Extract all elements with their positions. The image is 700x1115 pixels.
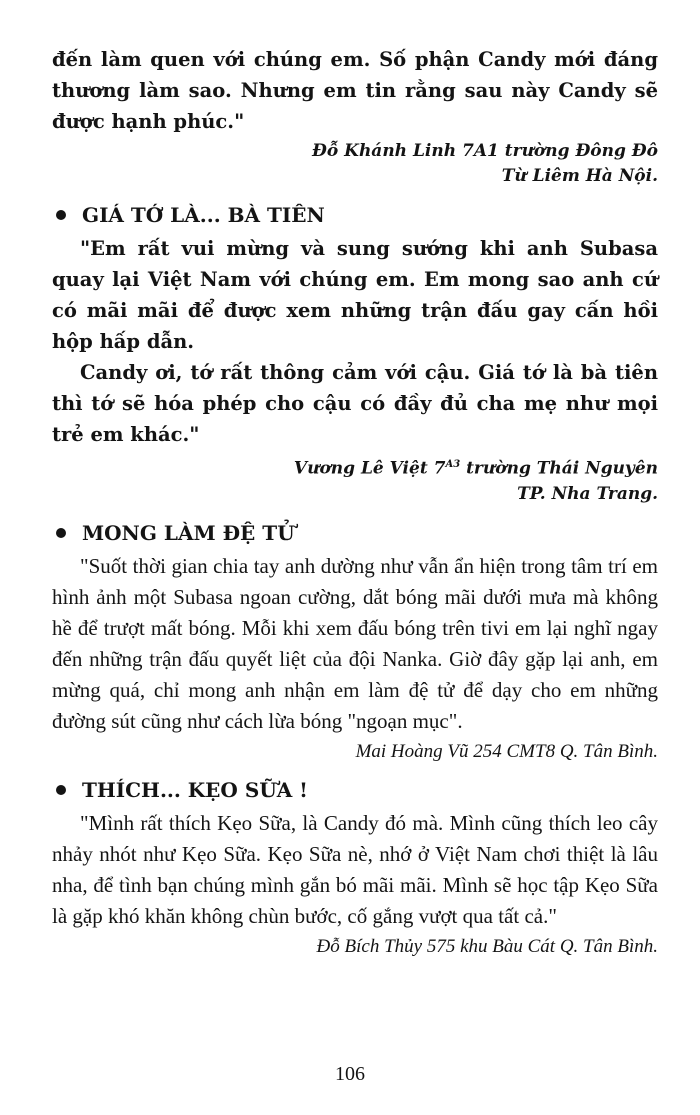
signature: Mai Hoàng Vũ 254 CMT8 Q. Tân Bình. bbox=[355, 740, 658, 762]
paragraph: "Suốt thời gian chia tay anh dường như vẫn ẩn hiện trong tâm trí em hình ảnh một Subasa ngoan cường, dắt bóng mãi dưới mưa mà không hề để trượt mất bóng. Mỗi khi xem đấu bóng trên tivi em lại nghĩ ngay đến những trận đấu quyết liệt của đội Nanka. Giờ đây gặp lại anh, em mừng quá, chỉ mong anh nhận em làm đệ tử để dạy cho em những đường sút cũng như cách lừa bóng "ngoạn mục". bbox=[52, 553, 658, 733]
page-number: 106 bbox=[335, 1063, 365, 1085]
section-heading: GIÁ TỚ LÀ... BÀ TIÊN bbox=[52, 203, 658, 227]
signature: Đỗ Bích Thủy 575 khu Bàu Cát Q. Tân Bình. bbox=[316, 935, 658, 957]
bullet-icon bbox=[56, 210, 66, 220]
section-heading: MONG LÀM ĐỆ TỬ bbox=[52, 521, 658, 545]
bullet-icon bbox=[56, 528, 66, 538]
section-heading: THÍCH... KẸO SỮA ! bbox=[52, 778, 658, 802]
paragraph: "Mình rất thích Kẹo Sữa, là Candy đó mà. Mình cũng thích leo cây nhảy nhót như Kẹo Sữa. Kẹo Sữa nè, nhớ ở Việt Nam chơi thiệt là lâu nha, để tình bạn chúng mình gắn bó mãi mãi. Mình sẽ học tập Kẹo Sữa là gặp khó khăn không chùn bước, cố gắng vượt qua tất cả." bbox=[52, 810, 658, 928]
book-page bbox=[52, 44, 658, 959]
bullet-icon bbox=[56, 785, 66, 795]
signature: Vương Lê Việt $7^{A3}$ trường Thái Nguyên TP. Nha Trang. bbox=[293, 458, 658, 504]
paragraph: Candy ơi, tớ rất thông cảm với cậu. Giá tớ là bà tiên thì tớ sẽ hóa phép cho cậu có đầy đủ cha mẹ như mọi trẻ em khác." bbox=[52, 361, 658, 446]
signature: Đỗ Khánh Linh 7A1 trường Đông Đô Từ Liêm Hà Nội. bbox=[312, 141, 658, 186]
paragraph: "Em rất vui mừng và sung sướng khi anh Subasa quay lại Việt Nam với chúng em. Em mong sao anh cứ có mãi mãi để được xem những trận đấu gay cấn hồi hộp hấp dẫn. bbox=[52, 237, 658, 353]
intro-paragraph: đến làm quen với chúng em. Số phận Candy mới đáng thương làm sao. Nhưng em tin rằng sau này Candy sẽ được hạnh phúc." bbox=[52, 48, 658, 133]
